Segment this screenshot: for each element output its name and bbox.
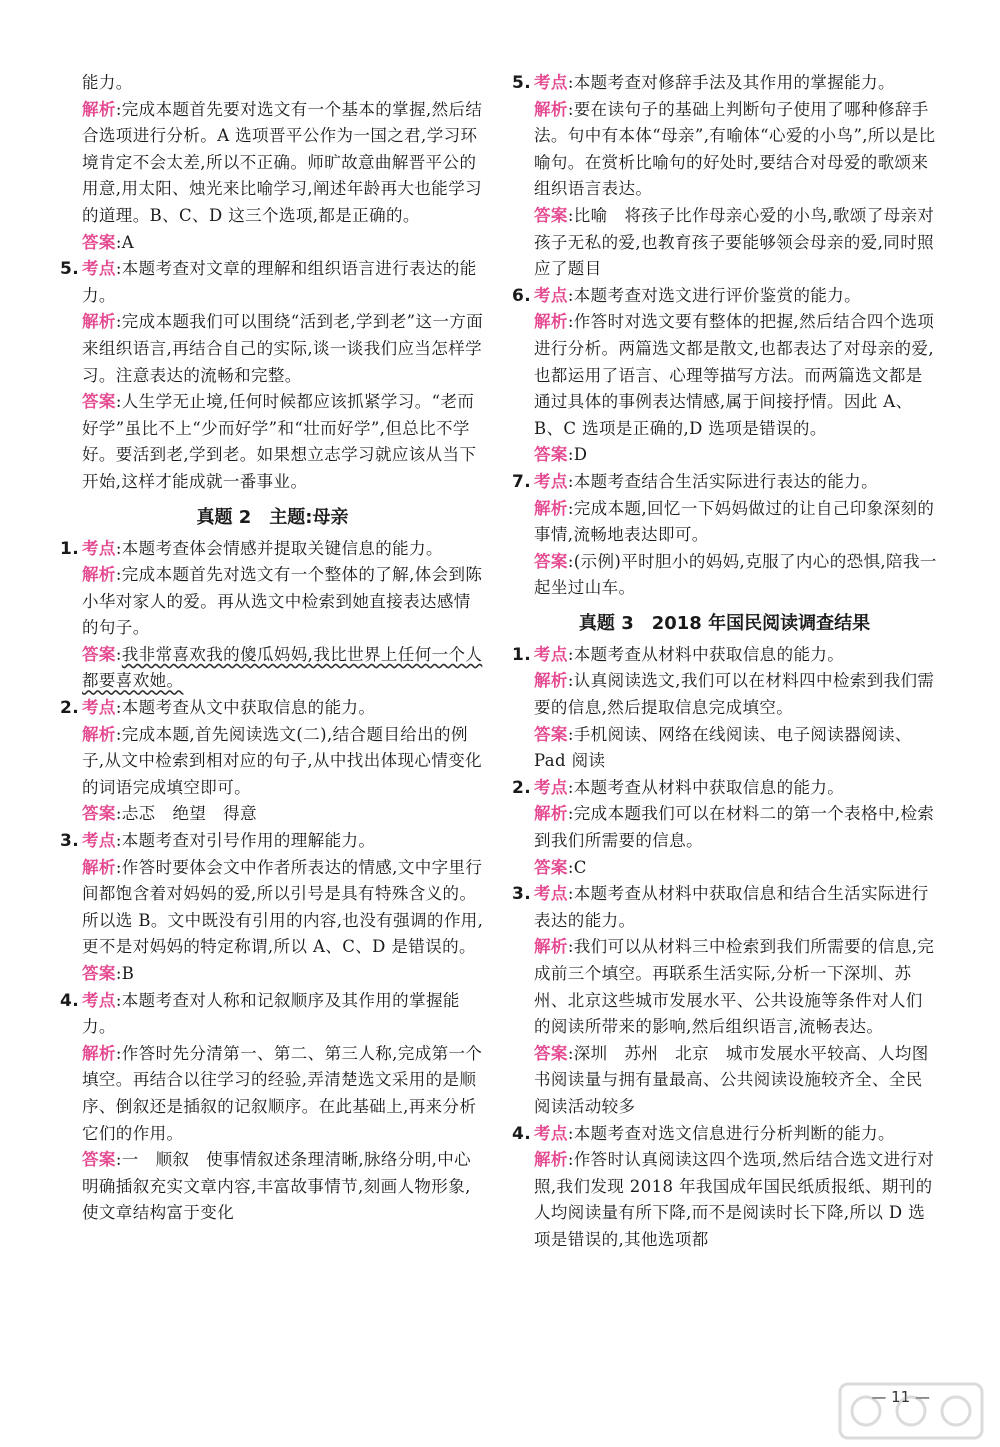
point-text: 本题考查体会情感并提取关键信息的能力。 — [121, 538, 443, 558]
question-item — [60, 695, 485, 828]
question-number: 2. — [512, 777, 532, 798]
analysis-tag: 解析 — [82, 1043, 116, 1063]
point-text: 本题考查结合生活实际进行表达的能力。 — [573, 471, 878, 491]
analysis-tag: 解析 — [82, 312, 116, 332]
point-paragraph: 考点:本题考查对引号作用的理解能力。 — [82, 831, 376, 851]
point-paragraph: 考点:本题考查对修辞手法及其作用的掌握能力。 — [534, 73, 895, 92]
point-tag: 考点 — [82, 259, 116, 279]
question-number: 6. — [512, 285, 532, 306]
analysis-tag: 解析 — [82, 857, 116, 877]
answer-tag: 答案 — [82, 232, 116, 252]
answer-tag: 答案 — [534, 857, 568, 877]
analysis-tag: 解析 — [82, 99, 116, 119]
point-tag: 考点 — [82, 990, 116, 1010]
analysis-tag: 解析 — [534, 312, 568, 332]
left-column — [60, 70, 485, 1227]
answer-tag: 答案 — [82, 964, 116, 983]
answer-tag: 答案 — [534, 1043, 568, 1063]
watermark-logo-icon — [836, 1380, 986, 1442]
analysis-paragraph: 解析:完成本题,首先阅读选文(二),结合题目给出的例子,从文中检索到相对应的句子,从中找出体现心情变化的词语完成填空即可。 — [82, 724, 482, 797]
page-number: — 11 — — [871, 1388, 930, 1406]
analysis-paragraph: 解析:完成本题首先对选文有一个整体的了解,体会到陈小华对家人的爱。再从选文中检索到她直接表达感情的句子。 — [82, 565, 483, 638]
analysis-paragraph: 解析:作答时对选文要有整体的把握,然后结合四个选项进行分析。两篇选文都是散文,也都表达了对母亲的爱,也都运用了语言、心理等描写方法。而两篇选文都是通过具体的事例表达情感,属于间接抒情。因此 A、B、C 选项是正确的,D 选项是错误的。 — [534, 312, 935, 438]
answer-paragraph: 答案:一 顺叙 使事情叙述条理清晰,脉络分明,中心明确插叙充实文章内容,丰富故事情节,刻画人物形象,使文章结构富于变化 — [82, 1150, 472, 1223]
analysis-text: 完成本题首先对选文有一个整体的了解,体会到陈小华对家人的爱。再从选文中检索到她直接表达感情的句子。 — [82, 565, 483, 638]
section-heading: 真题 3 2018 年国民阅读调查结果 — [578, 612, 871, 634]
point-text: 本题考查从材料中获取信息的能力。 — [573, 777, 845, 797]
analysis-text: 完成本题,首先阅读选文(二),结合题目给出的例子,从文中检索到相对应的句子,从中找出体现心情变化的词语完成填空即可。 — [82, 724, 482, 797]
point-text: 本题考查从文中获取信息的能力。 — [121, 698, 376, 718]
analysis-tag: 解析 — [534, 804, 568, 824]
question-item — [60, 536, 485, 696]
point-text: 本题考查对选文进行评价鉴赏的能力。 — [573, 285, 862, 305]
answer-paragraph: 答案:D — [534, 445, 588, 465]
analysis-text: 认真阅读选文,我们可以在材料四中检索到我们需要的信息,然后提取信息完成填空。 — [534, 671, 935, 718]
answer-paragraph: 答案:B — [82, 964, 135, 983]
analysis-tag: 解析 — [534, 1150, 568, 1170]
answer-tag: 答案 — [534, 724, 568, 744]
point-paragraph: 考点:本题考查从材料中获取信息的能力。 — [534, 777, 845, 797]
question-item — [512, 70, 937, 283]
question-number: 5. — [60, 259, 80, 280]
point-tag: 考点 — [534, 1123, 568, 1143]
point-text: 本题考查对引号作用的理解能力。 — [121, 831, 376, 851]
analysis-tag: 解析 — [82, 724, 116, 744]
analysis-text: 完成本题首先要对选文有一个基本的掌握,然后结合选项进行分析。A 选项晋平公作为一国之君,学习环境肯定不会太差,所以不正确。师旷故意曲解晋平公的用意,用太阳、烛光来比喻学习,阐述年龄再大也能学习的道理。B、C、D 这三个选项,都是正确的。 — [82, 99, 483, 225]
point-tag: 考点 — [534, 73, 568, 92]
point-paragraph: 考点:本题考查从材料中获取信息和结合生活实际进行表达的能力。 — [534, 884, 929, 930]
point-paragraph: 考点:本题考查对选文进行评价鉴赏的能力。 — [534, 285, 862, 305]
analysis-paragraph: 解析:完成本题我们可以围绕“活到老,学到老”这一方面来组织语言,再结合自己的实际,谈一谈我们应当怎样学习。注意表达的流畅和完整。 — [82, 312, 484, 385]
point-text: 本题考查对修辞手法及其作用的掌握能力。 — [573, 73, 895, 92]
question-number: 5. — [512, 73, 532, 93]
answer-paragraph: 答案:(示例)平时胆小的妈妈,克服了内心的恐惧,陪我一起坐过山车。 — [534, 551, 937, 598]
point-paragraph: 考点:本题考查对文章的理解和组织语言进行表达的能力。 — [82, 259, 477, 305]
analysis-text: 完成本题我们可以在材料二的第一个表格中,检索到我们所需要的信息。 — [534, 804, 935, 851]
point-text: 本题考查对选文信息进行分析判断的能力。 — [573, 1123, 895, 1143]
analysis-text: 作答时认真阅读这四个选项,然后结合选文进行对照,我们发现 2018 年我国成年国民纸质报纸、期刊的人均阅读量有所下降,而不是阅读时长下降,所以 D 选项是错误的,其他选项都 — [534, 1150, 935, 1249]
answer-text: A — [121, 232, 135, 252]
right-column — [512, 70, 937, 1254]
question-number: 1. — [512, 644, 532, 665]
point-tag: 考点 — [82, 831, 116, 851]
answer-tag: 答案 — [82, 1150, 116, 1170]
point-tag: 考点 — [534, 777, 568, 797]
analysis-paragraph: 解析:完成本题,回忆一下妈妈做过的让自己印象深刻的事情,流畅地表达即可。 — [534, 498, 935, 545]
question-item — [60, 256, 485, 495]
point-tag: 考点 — [534, 285, 568, 305]
analysis-text: 完成本题,回忆一下妈妈做过的让自己印象深刻的事情,流畅地表达即可。 — [534, 498, 935, 545]
question-item — [512, 881, 937, 1120]
point-tag: 考点 — [82, 698, 116, 718]
analysis-tag: 解析 — [534, 99, 568, 119]
answer-tag: 答案 — [82, 392, 116, 412]
question-item — [512, 469, 937, 602]
analysis-text: 作答时先分清第一、第二、第三人称,完成第一个填空。再结合以往学习的经验,弄清楚选文采用的是顺序、倒叙还是插叙的记叙顺序。在此基础上,再来分析它们的作用。 — [82, 1043, 483, 1143]
point-tag: 考点 — [534, 644, 568, 664]
analysis-tag: 解析 — [534, 498, 568, 518]
answer-paragraph: 答案:深圳 苏州 北京 城市发展水平较高、人均图书阅读量与拥有量最高、公共阅读设施较齐全、全民阅读活动较多 — [534, 1043, 929, 1116]
analysis-paragraph: 解析:作答时要体会文中作者所表达的情感,文中字里行间都饱含着对妈妈的爱,所以引号是具有特殊含义的。所以选 B。文中既没有引用的内容,也没有强调的作用,更不是对妈妈的特定称谓,所以 A、C、D 是错误的。 — [82, 857, 484, 957]
question-number: 3. — [60, 831, 80, 852]
answer-tag: 答案 — [82, 644, 116, 664]
analysis-tag: 解析 — [534, 937, 568, 957]
point-text: 本题考查从材料中获取信息的能力。 — [573, 644, 845, 664]
answer-paragraph: 答案:C — [534, 857, 587, 877]
analysis-text: 作答时要体会文中作者所表达的情感,文中字里行间都饱含着对妈妈的爱,所以引号是具有特殊含义的。所以选 B。文中既没有引用的内容,也没有强调的作用,更不是对妈妈的特定称谓,所以 A、C、D 是错误的。 — [82, 857, 484, 957]
answer-tag: 答案 — [534, 205, 568, 225]
analysis-tag: 解析 — [534, 671, 568, 691]
answer-tag: 答案 — [82, 804, 116, 824]
point-paragraph: 考点:本题考查对人称和记叙顺序及其作用的掌握能力。 — [82, 990, 460, 1037]
answer-paragraph: 答案:A — [82, 232, 135, 252]
question-number: 3. — [512, 884, 532, 905]
question-item — [512, 775, 937, 881]
point-paragraph: 考点:本题考查从文中获取信息的能力。 — [82, 698, 376, 718]
point-text: 本题考查对文章的理解和组织语言进行表达的能力。 — [82, 259, 477, 305]
answer-text: D — [573, 445, 588, 465]
answer-tag: 答案 — [534, 551, 568, 571]
point-paragraph: 考点:本题考查对选文信息进行分析判断的能力。 — [534, 1123, 895, 1143]
analysis-text: 作答时对选文要有整体的把握,然后结合四个选项进行分析。两篇选文都是散文,也都表达了对母亲的爱,也都运用了语言、心理等描写方法。而两篇选文都是通过具体的事例表达情感,属于间接抒情。因此 A、B、C 选项是正确的,D 选项是错误的。 — [534, 312, 935, 438]
question-item — [512, 1121, 937, 1254]
answer-text: 手机阅读、网络在线阅读、电子阅读器阅读、Pad 阅读 — [534, 724, 912, 771]
answer-text: B — [121, 964, 135, 983]
answer-paragraph: 答案:人生学无止境,任何时候都应该抓紧学习。“老而好学”虽比不上“少而好学”和“壮而好学”,但总比不学好。要活到老,学到老。如果想立志学习就应该从当下开始,这样才能成就一番事业。 — [82, 392, 477, 491]
question-number: 4. — [512, 1123, 532, 1144]
answer-text: (示例)平时胆小的妈妈,克服了内心的恐惧,陪我一起坐过山车。 — [534, 551, 937, 598]
answer-text: 比喻 将孩子比作母亲心爱的小鸟,歌颂了母亲对孩子无私的爱,也教育孩子要能够领会母亲的爱,同时照应了题目 — [534, 205, 935, 279]
analysis-paragraph: 解析:完成本题我们可以在材料二的第一个表格中,检索到我们所需要的信息。 — [534, 804, 935, 851]
question-number: 1. — [60, 538, 80, 559]
intro-line: 能力。 — [82, 73, 133, 92]
question-number: 4. — [60, 990, 80, 1011]
answer-tag: 答案 — [534, 445, 568, 465]
analysis-tag: 解析 — [82, 565, 116, 585]
analysis-text: 完成本题我们可以围绕“活到老,学到老”这一方面来组织语言,再结合自己的实际,谈一谈我们应当怎样学习。注意表达的流畅和完整。 — [82, 312, 484, 385]
point-paragraph: 考点:本题考查从材料中获取信息的能力。 — [534, 644, 845, 664]
answer-paragraph: 答案:我非常喜欢我的傻瓜妈妈,我比世界上任何一个人都要喜欢她。 — [82, 644, 483, 691]
question-number: 7. — [512, 471, 532, 492]
analysis-paragraph: 解析:我们可以从材料三中检索到我们所需要的信息,完成前三个填空。再联系生活实际,分析一下深圳、苏州、北京这些城市发展水平、公共设施等条件对人们的阅读所带来的影响,然后组织语言,流畅表达。 — [534, 937, 935, 1037]
answer-paragraph: 答案:手机阅读、网络在线阅读、电子阅读器阅读、Pad 阅读 — [534, 724, 912, 771]
analysis-paragraph: 解析:作答时先分清第一、第二、第三人称,完成第一个填空。再结合以往学习的经验,弄清楚选文采用的是顺序、倒叙还是插叙的记叙顺序。在此基础上,再来分析它们的作用。 — [82, 1043, 483, 1143]
point-tag: 考点 — [82, 538, 116, 558]
point-tag: 考点 — [534, 471, 568, 491]
answer-text: 我非常喜欢我的傻瓜妈妈,我比世界上任何一个人都要喜欢她。 — [82, 644, 483, 691]
question-item — [512, 642, 937, 775]
analysis-paragraph: 解析:认真阅读选文,我们可以在材料四中检索到我们需要的信息,然后提取信息完成填空。 — [534, 671, 935, 718]
analysis-paragraph: 解析:作答时认真阅读这四个选项,然后结合选文进行对照,我们发现 2018 年我国成年国民纸质报纸、期刊的人均阅读量有所下降,而不是阅读时长下降,所以 D 选项是错误的,其他选项都 — [534, 1150, 935, 1249]
point-paragraph: 考点:本题考查结合生活实际进行表达的能力。 — [534, 471, 878, 491]
answer-text: C — [573, 857, 587, 877]
point-paragraph: 考点:本题考查体会情感并提取关键信息的能力。 — [82, 538, 443, 558]
continued-text — [60, 70, 485, 256]
answer-paragraph: 答案:忐忑 绝望 得意 — [82, 804, 257, 824]
question-item — [60, 988, 485, 1227]
question-number: 2. — [60, 698, 80, 719]
point-text: 本题考查对人称和记叙顺序及其作用的掌握能力。 — [82, 990, 460, 1037]
analysis-paragraph: 解析:完成本题首先要对选文有一个基本的掌握,然后结合选项进行分析。A 选项晋平公作为一国之君,学习环境肯定不会太差,所以不正确。师旷故意曲解晋平公的用意,用太阳、烛光来比喻学习,阐述年龄再大也能学习的道理。B、C、D 这三个选项,都是正确的。 — [82, 99, 483, 225]
answer-text: 一 顺叙 使事情叙述条理清晰,脉络分明,中心明确插叙充实文章内容,丰富故事情节,刻画人物形象,使文章结构富于变化 — [82, 1150, 472, 1223]
answer-text: 人生学无止境,任何时候都应该抓紧学习。“老而好学”虽比不上“少而好学”和“壮而好学”,但总比不学好。要活到老,学到老。如果想立志学习就应该从当下开始,这样才能成就一番事业。 — [82, 392, 477, 491]
section-heading: 真题 2 主题:母亲 — [196, 506, 349, 528]
question-item — [60, 828, 485, 988]
analysis-paragraph: 解析:要在读句子的基础上判断句子使用了哪种修辞手法。句中有本体“母亲”,有喻体“心爱的小鸟”,所以是比喻句。在赏析比喻句的好处时,要结合对母爱的歌颂来组织语言表达。 — [534, 99, 936, 199]
answer-text: 深圳 苏州 北京 城市发展水平较高、人均图书阅读量与拥有量最高、公共阅读设施较齐全、全民阅读活动较多 — [534, 1043, 929, 1116]
analysis-text: 我们可以从材料三中检索到我们所需要的信息,完成前三个填空。再联系生活实际,分析一下深圳、苏州、北京这些城市发展水平、公共设施等条件对人们的阅读所带来的影响,然后组织语言,流畅表达。 — [534, 937, 935, 1037]
question-item — [512, 283, 937, 469]
analysis-text: 要在读句子的基础上判断句子使用了哪种修辞手法。句中有本体“母亲”,有喻体“心爱的小鸟”,所以是比喻句。在赏析比喻句的好处时,要结合对母爱的歌颂来组织语言表达。 — [534, 99, 936, 199]
point-tag: 考点 — [534, 884, 568, 904]
answer-paragraph: 答案:比喻 将孩子比作母亲心爱的小鸟,歌颂了母亲对孩子无私的爱,也教育孩子要能够领会母亲的爱,同时照应了题目 — [534, 205, 935, 279]
point-text: 本题考查从材料中获取信息和结合生活实际进行表达的能力。 — [534, 884, 929, 930]
answer-text: 忐忑 绝望 得意 — [121, 804, 257, 824]
